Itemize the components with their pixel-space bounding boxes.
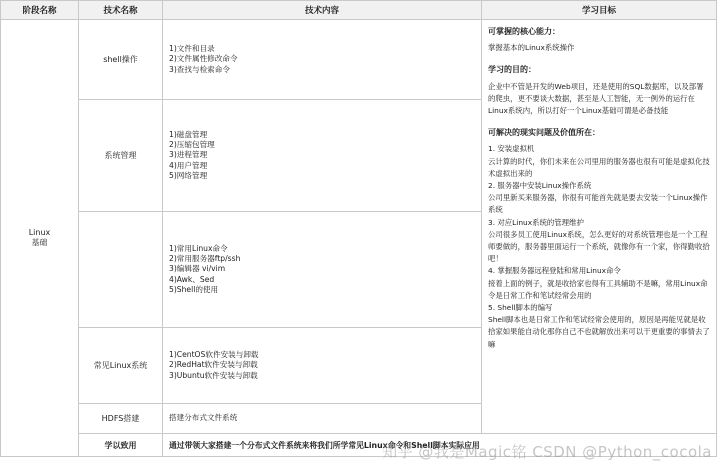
goal-heading-purpose: 学习的目的： — [488, 65, 536, 75]
list-item: 搭建分布式文件系统 — [169, 413, 238, 423]
header-learning-goal: 学习目标 — [482, 1, 717, 20]
list-item: 5)网络管理 — [169, 170, 208, 180]
problem-item: 5. Shell脚本的编写 — [488, 303, 553, 313]
list-item: 5)Shell的使用 — [169, 284, 219, 294]
goal-text-core: 掌握基本的Linux系统操作 — [488, 43, 575, 53]
tech-content-cell — [163, 404, 482, 434]
list-item: 1)文件和目录 — [169, 44, 215, 54]
stage-line-2: 基础 — [31, 238, 48, 247]
table-row — [1, 20, 717, 100]
list-item: 4)Awk、Sed — [169, 274, 215, 284]
problem-item: Shell脚本也是日常工作和笔试经常会使用的，原因是再能见就是收拾家如果能自动化那你自己不也就解放出来可以干更重要的事情去了嘛 — [488, 315, 710, 349]
list-item: 1)磁盘管理 — [169, 129, 208, 139]
problem-item: 云计算的时代，你们未来在公司里用的服务器也很有可能是虚拟化技术虚拟出来的 — [488, 156, 710, 178]
list-item: 3)Ubuntu软件安装与卸载 — [169, 370, 258, 380]
problem-item: 1. 安装虚拟机 — [488, 144, 535, 154]
goal-text-purpose: 企业中不管是开发的Web项目，还是使用的SQL数据库，以及部署的爬虫，更不要谈大数据，甚至是人工智能，无一例外的运行在Linux系统内，所以打好一个Linux基础可谓是必备技能 — [488, 81, 704, 116]
goal-heading-problems: 可解决的现实问题及价值所在： — [488, 128, 600, 138]
list-item: 3)编辑器 vi/vim — [169, 264, 226, 274]
list-item: 2)文件属性修改命令 — [169, 54, 238, 64]
problem-item: 公司很多员工使用Linux系统，怎么更好的对系统管理也是一个工程师要做的，服务器里面运行一个系统，就像你有一个家，你得勤收拾吧！ — [488, 229, 710, 264]
header-row — [1, 1, 717, 20]
problem-item: 4. 掌握服务器远程登陆和常用Linux命令 — [488, 266, 621, 276]
header-tech-content: 技术内容 — [163, 1, 482, 20]
footer-label: 学以致用 — [79, 434, 163, 457]
list-item: 1)CentOS软件安装与卸载 — [169, 350, 259, 360]
watermark: 知乎 @我是Magic铭 CSDN @Python_cocola — [382, 443, 712, 461]
problem-item: 接着上面的例子，就是收拾家也得有工具辅助不是嘛，常用Linux命令是日常工作和笔试经常会用的 — [488, 278, 708, 300]
list-item: 2)压缩包管理 — [169, 140, 215, 150]
goal-problem-list — [488, 143, 710, 350]
tech-name-cell: 常见Linux系统 — [79, 328, 163, 404]
stage-line-1: Linux — [28, 228, 51, 237]
list-item: 3)查找与检索命令 — [169, 64, 230, 74]
tech-name-cell: HDFS搭建 — [79, 404, 163, 434]
tech-name-cell: shell操作 — [79, 20, 163, 100]
list-item: 4)用户管理 — [169, 160, 208, 170]
problem-item: 2. 服务器中安装Linux操作系统 — [488, 181, 592, 191]
tech-content-cell — [163, 20, 482, 100]
footer-text: 通过带领大家搭建一个分布式文件系统来将我们所学常见Linux命令和Shell脚本实际应用 — [163, 434, 717, 457]
learning-goal-cell — [482, 20, 717, 434]
list-item: 3)进程管理 — [169, 150, 208, 160]
list-item: 1)常用Linux命令 — [169, 243, 228, 253]
goal-heading-core: 可掌握的核心能力： — [488, 27, 560, 36]
problem-item: 3. 对应Linux系统的管理维护 — [488, 217, 584, 227]
tech-name-cell — [79, 212, 163, 328]
list-item: 2)RedHat软件安装与卸载 — [169, 360, 258, 370]
tech-name-cell: 系统管理 — [79, 100, 163, 212]
header-stage: 阶段名称 — [1, 1, 79, 20]
tech-content-cell — [163, 212, 482, 328]
tech-content-cell — [163, 328, 482, 404]
stage-cell — [1, 20, 79, 457]
header-tech-name: 技术名称 — [79, 1, 163, 20]
tech-content-cell — [163, 100, 482, 212]
problem-item: 公司里新买来服务器，你很有可能首先就是要去安装一个Linux操作系统 — [488, 193, 708, 215]
list-item: 2)常用服务器ftp/ssh — [169, 254, 241, 264]
